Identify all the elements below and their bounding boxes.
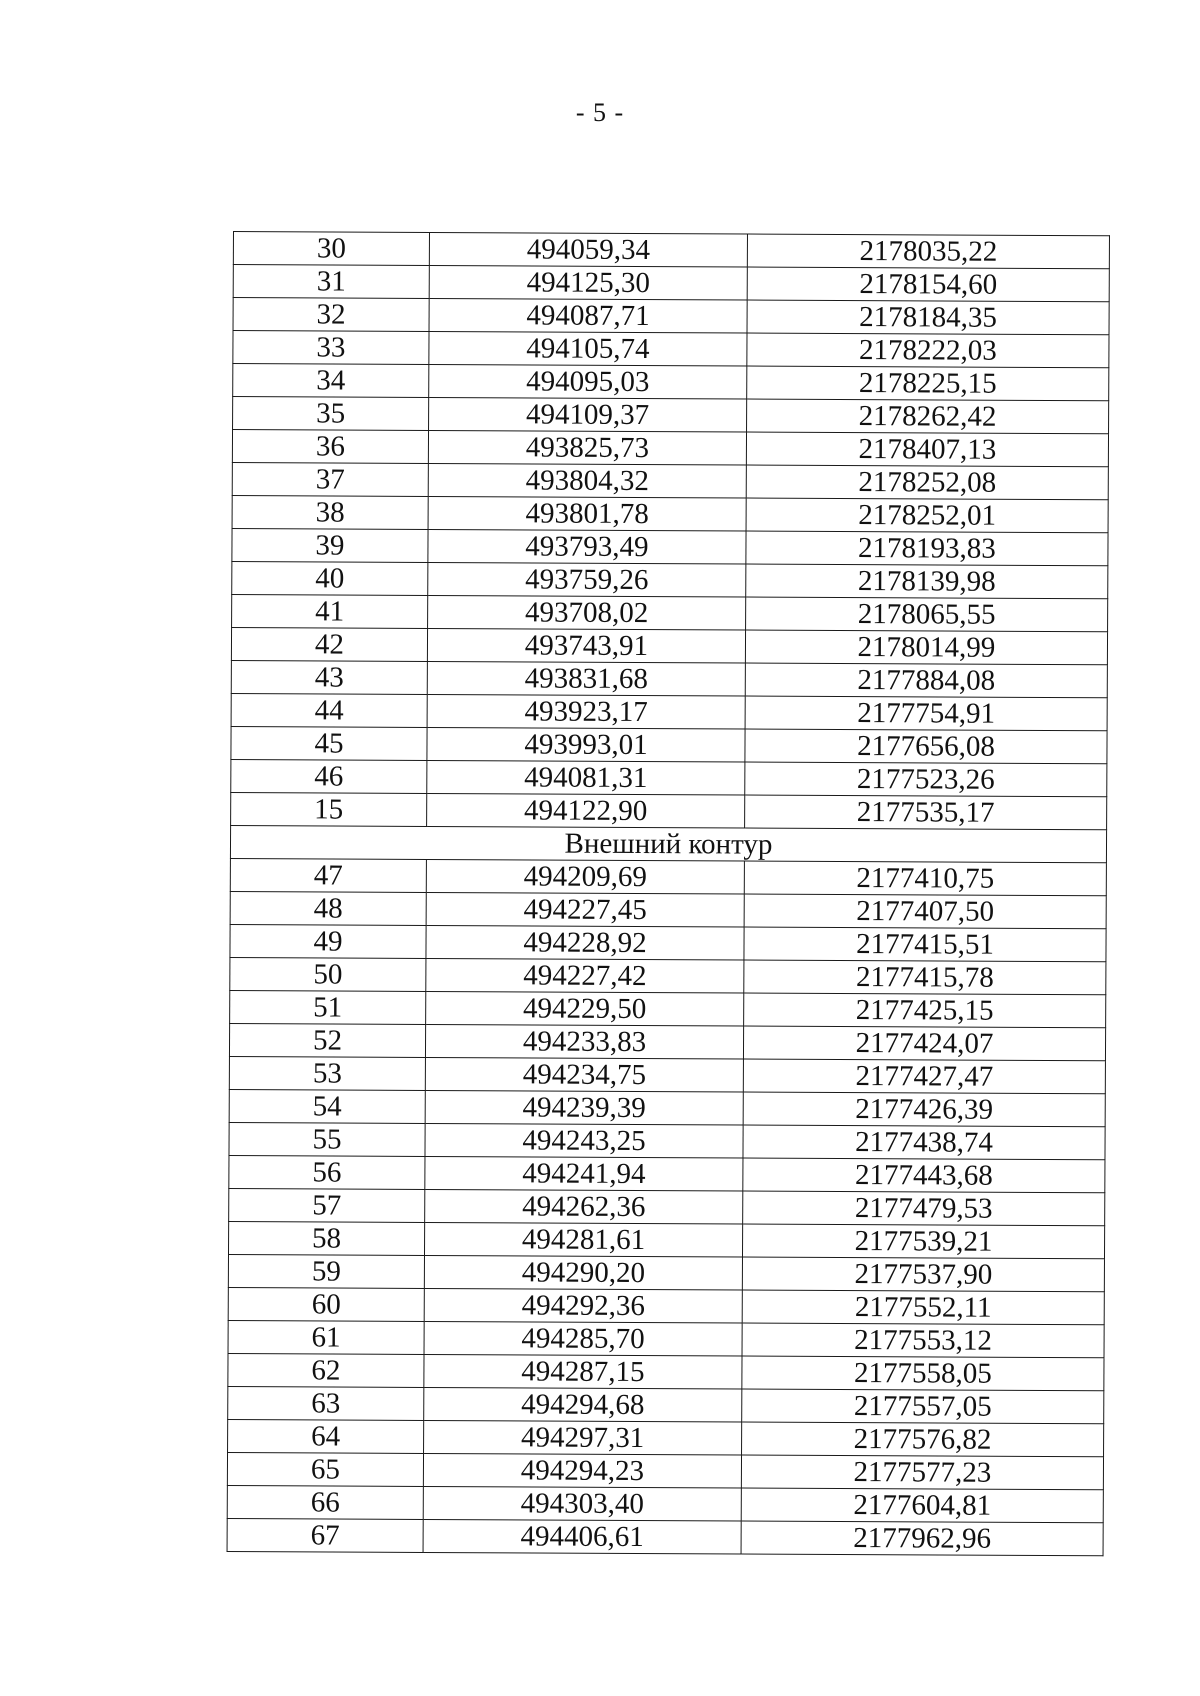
point-number-cell: 65 xyxy=(227,1452,423,1486)
point-number-cell: 33 xyxy=(233,331,429,365)
y-coordinate-cell: 2177425,15 xyxy=(744,993,1106,1028)
table-row xyxy=(231,726,1107,763)
point-number-cell: 64 xyxy=(228,1419,424,1453)
point-number-cell: 60 xyxy=(228,1287,424,1321)
x-coordinate-cell: 494233,83 xyxy=(425,1024,743,1059)
y-coordinate-cell: 2177407,50 xyxy=(744,894,1106,929)
table-row xyxy=(231,759,1107,796)
y-coordinate-cell: 2177537,90 xyxy=(742,1257,1104,1292)
y-coordinate-cell: 2177523,26 xyxy=(745,762,1107,797)
y-coordinate-cell: 2177438,74 xyxy=(743,1125,1105,1160)
table-row xyxy=(229,1023,1105,1060)
table-row xyxy=(229,1122,1105,1159)
table-row xyxy=(231,660,1107,697)
y-coordinate-cell: 2177656,08 xyxy=(745,729,1107,764)
table-row xyxy=(232,528,1108,565)
point-number-cell: 53 xyxy=(229,1056,425,1090)
y-coordinate-cell: 2177754,91 xyxy=(745,696,1107,731)
x-coordinate-cell: 494125,30 xyxy=(429,265,747,300)
point-number-cell: 48 xyxy=(230,891,426,925)
x-coordinate-cell: 493804,32 xyxy=(428,463,746,498)
x-coordinate-cell: 494227,45 xyxy=(426,892,744,927)
x-coordinate-cell: 494228,92 xyxy=(426,925,744,960)
y-coordinate-cell: 2178184,35 xyxy=(747,300,1109,335)
x-coordinate-cell: 494227,42 xyxy=(426,958,744,993)
y-coordinate-cell: 2177424,07 xyxy=(743,1026,1105,1061)
y-coordinate-cell: 2177479,53 xyxy=(743,1191,1105,1226)
table-row xyxy=(227,1452,1103,1489)
point-number-cell: 39 xyxy=(232,528,428,562)
x-coordinate-cell: 494241,94 xyxy=(425,1156,743,1191)
table-row xyxy=(229,1188,1105,1225)
x-coordinate-cell: 494303,40 xyxy=(423,1486,741,1521)
table-row xyxy=(228,1386,1104,1423)
point-number-cell: 63 xyxy=(228,1386,424,1420)
point-number-cell: 36 xyxy=(232,430,428,464)
table-row xyxy=(228,1254,1104,1291)
table-row xyxy=(232,594,1108,631)
y-coordinate-cell: 2177884,08 xyxy=(745,663,1107,698)
y-coordinate-cell: 2178262,42 xyxy=(747,399,1109,434)
table-row xyxy=(229,1056,1105,1093)
table-row xyxy=(233,331,1109,368)
x-coordinate-cell: 494122,90 xyxy=(427,793,745,828)
page-number: - 5 - xyxy=(575,98,625,127)
y-coordinate-cell: 2177426,39 xyxy=(743,1092,1105,1127)
x-coordinate-cell: 494294,23 xyxy=(423,1453,741,1488)
x-coordinate-cell: 494262,36 xyxy=(425,1189,743,1224)
y-coordinate-cell: 2177558,05 xyxy=(742,1356,1104,1391)
point-number-cell: 67 xyxy=(227,1518,423,1552)
y-coordinate-cell: 2177553,12 xyxy=(742,1323,1104,1358)
point-number-cell: 41 xyxy=(232,594,428,628)
y-coordinate-cell: 2177415,78 xyxy=(744,960,1106,995)
x-coordinate-cell: 494209,69 xyxy=(426,859,744,894)
point-number-cell: 49 xyxy=(230,924,426,958)
x-coordinate-cell: 493993,01 xyxy=(427,727,745,762)
table-row xyxy=(232,561,1108,598)
y-coordinate-cell: 2178193,83 xyxy=(746,531,1108,566)
y-coordinate-cell: 2178154,60 xyxy=(747,267,1109,302)
x-coordinate-cell: 494229,50 xyxy=(426,991,744,1026)
table-row xyxy=(229,1089,1105,1126)
x-coordinate-cell: 493759,26 xyxy=(428,562,746,597)
point-number-cell: 52 xyxy=(229,1023,425,1057)
table-row xyxy=(232,462,1108,499)
table-row xyxy=(229,1155,1105,1192)
table-row xyxy=(227,1518,1103,1555)
x-coordinate-cell: 493743,91 xyxy=(427,628,745,663)
point-number-cell: 51 xyxy=(230,990,426,1024)
table-row xyxy=(230,957,1106,994)
x-coordinate-cell: 494234,75 xyxy=(425,1057,743,1092)
table-row xyxy=(230,891,1106,928)
table-row xyxy=(232,430,1108,467)
table-row xyxy=(228,1353,1104,1390)
y-coordinate-cell: 2177962,96 xyxy=(741,1521,1103,1556)
point-number-cell: 37 xyxy=(232,462,428,496)
y-coordinate-cell: 2178225,15 xyxy=(747,366,1109,401)
point-number-cell: 34 xyxy=(233,364,429,398)
section-title: Внешний контур xyxy=(230,825,1106,862)
point-number-cell: 54 xyxy=(229,1089,425,1123)
table-row xyxy=(228,1221,1104,1258)
y-coordinate-cell: 2178252,08 xyxy=(746,465,1108,500)
table-row xyxy=(230,924,1106,961)
x-coordinate-cell: 494287,15 xyxy=(424,1354,742,1389)
x-coordinate-cell: 494406,61 xyxy=(423,1519,741,1554)
point-number-cell: 32 xyxy=(233,298,429,332)
table-row xyxy=(233,397,1109,434)
y-coordinate-cell: 2178407,13 xyxy=(746,432,1108,467)
x-coordinate-cell: 493825,73 xyxy=(428,430,746,465)
point-number-cell: 30 xyxy=(233,232,429,266)
table-row xyxy=(233,232,1109,269)
y-coordinate-cell: 2177604,81 xyxy=(741,1488,1103,1523)
table-row xyxy=(227,1485,1103,1522)
table-row xyxy=(231,627,1107,664)
table-row xyxy=(231,792,1107,829)
point-number-cell: 38 xyxy=(232,495,428,529)
point-number-cell: 55 xyxy=(229,1122,425,1156)
x-coordinate-cell: 494297,31 xyxy=(424,1420,742,1455)
x-coordinate-cell: 494059,34 xyxy=(429,232,747,267)
x-coordinate-cell: 494290,20 xyxy=(424,1255,742,1290)
point-number-cell: 58 xyxy=(228,1221,424,1255)
point-number-cell: 45 xyxy=(231,726,427,760)
point-number-cell: 66 xyxy=(227,1485,423,1519)
x-coordinate-cell: 494081,31 xyxy=(427,760,745,795)
x-coordinate-cell: 493923,17 xyxy=(427,694,745,729)
coordinates-table xyxy=(227,231,1110,1556)
x-coordinate-cell: 494285,70 xyxy=(424,1321,742,1356)
y-coordinate-cell: 2177557,05 xyxy=(742,1389,1104,1424)
point-number-cell: 40 xyxy=(232,561,428,595)
table-row xyxy=(233,298,1109,335)
y-coordinate-cell: 2177427,47 xyxy=(743,1059,1105,1094)
y-coordinate-cell: 2178065,55 xyxy=(746,597,1108,632)
x-coordinate-cell: 493708,02 xyxy=(428,595,746,630)
point-number-cell: 43 xyxy=(231,660,427,694)
table-row xyxy=(228,1287,1104,1324)
point-number-cell: 56 xyxy=(229,1155,425,1189)
point-number-cell: 15 xyxy=(231,792,427,826)
table-row xyxy=(228,1419,1104,1456)
y-coordinate-cell: 2178252,01 xyxy=(746,498,1108,533)
x-coordinate-cell: 494087,71 xyxy=(429,298,747,333)
point-number-cell: 44 xyxy=(231,693,427,727)
x-coordinate-cell: 494292,36 xyxy=(424,1288,742,1323)
table-row xyxy=(231,693,1107,730)
y-coordinate-cell: 2177539,21 xyxy=(742,1224,1104,1259)
y-coordinate-cell: 2177443,68 xyxy=(743,1158,1105,1193)
point-number-cell: 47 xyxy=(230,858,426,892)
x-coordinate-cell: 494243,25 xyxy=(425,1123,743,1158)
y-coordinate-cell: 2177410,75 xyxy=(744,861,1106,896)
x-coordinate-cell: 494095,03 xyxy=(429,364,747,399)
x-coordinate-cell: 493793,49 xyxy=(428,529,746,564)
table-row xyxy=(233,265,1109,302)
y-coordinate-cell: 2178035,22 xyxy=(747,234,1109,269)
table-row xyxy=(233,364,1109,401)
x-coordinate-cell: 494294,68 xyxy=(424,1387,742,1422)
y-coordinate-cell: 2177577,23 xyxy=(741,1455,1103,1490)
x-coordinate-cell: 494109,37 xyxy=(429,397,747,432)
y-coordinate-cell: 2178139,98 xyxy=(746,564,1108,599)
point-number-cell: 59 xyxy=(228,1254,424,1288)
y-coordinate-cell: 2177535,17 xyxy=(745,795,1107,830)
x-coordinate-cell: 494281,61 xyxy=(424,1222,742,1257)
table-row xyxy=(230,858,1106,895)
point-number-cell: 31 xyxy=(233,265,429,299)
y-coordinate-cell: 2177576,82 xyxy=(742,1422,1104,1457)
point-number-cell: 57 xyxy=(229,1188,425,1222)
x-coordinate-cell: 494105,74 xyxy=(429,331,747,366)
coordinates-table-body xyxy=(227,232,1109,1556)
y-coordinate-cell: 2178222,03 xyxy=(747,333,1109,368)
table-row xyxy=(228,1320,1104,1357)
y-coordinate-cell: 2178014,99 xyxy=(745,630,1107,665)
point-number-cell: 42 xyxy=(231,627,427,661)
section-row xyxy=(230,825,1106,862)
table-row xyxy=(230,990,1106,1027)
point-number-cell: 62 xyxy=(228,1353,424,1387)
point-number-cell: 35 xyxy=(233,397,429,431)
y-coordinate-cell: 2177415,51 xyxy=(744,927,1106,962)
point-number-cell: 61 xyxy=(228,1320,424,1354)
point-number-cell: 46 xyxy=(231,759,427,793)
x-coordinate-cell: 493801,78 xyxy=(428,496,746,531)
x-coordinate-cell: 494239,39 xyxy=(425,1090,743,1125)
x-coordinate-cell: 493831,68 xyxy=(427,661,745,696)
table-row xyxy=(232,495,1108,532)
point-number-cell: 50 xyxy=(230,957,426,991)
y-coordinate-cell: 2177552,11 xyxy=(742,1290,1104,1325)
